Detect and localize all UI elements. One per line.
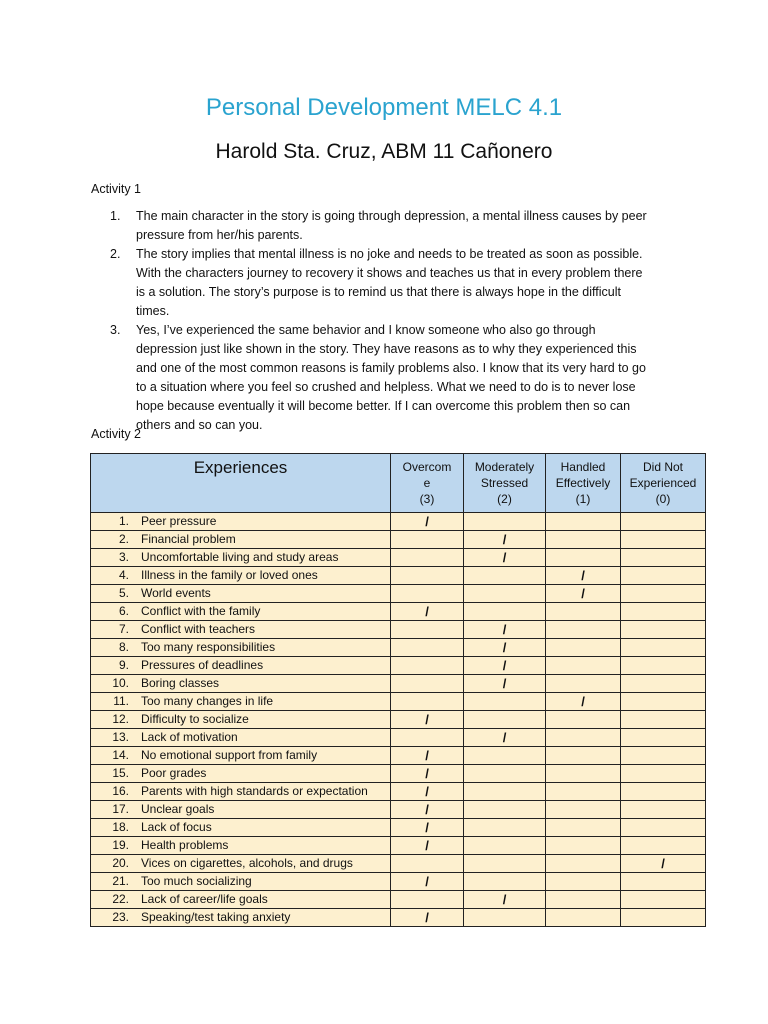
document-title: Personal Development MELC 4.1 <box>205 94 563 121</box>
experience-cell <box>91 837 391 855</box>
check-mark: / <box>425 712 429 727</box>
rating-cell-did-not-experience <box>621 819 706 837</box>
rating-cell-did-not-experience <box>621 765 706 783</box>
rating-cell-overcome <box>391 783 464 801</box>
experience-cell <box>91 711 391 729</box>
header-did-not-experience <box>621 454 706 513</box>
rating-cell-moderately-stressed <box>464 783 546 801</box>
check-mark: / <box>425 910 429 925</box>
rating-cell-did-not-experience <box>621 513 706 531</box>
table-row <box>91 747 706 765</box>
check-mark: / <box>502 730 507 745</box>
experience-cell <box>91 765 391 783</box>
rating-cell-handled-effectively <box>546 675 621 693</box>
rating-cell-handled-effectively <box>546 819 621 837</box>
rating-cell-moderately-stressed <box>464 801 546 819</box>
row-number: 19. <box>112 838 129 852</box>
rating-cell-moderately-stressed <box>464 711 546 729</box>
rating-cell-did-not-experience <box>621 567 706 585</box>
table-row <box>91 729 706 747</box>
rating-cell-moderately-stressed <box>464 513 546 531</box>
experience-label: Uncomfortable living and study areas <box>141 550 339 564</box>
row-number: 12. <box>112 712 129 726</box>
row-number: 15. <box>112 766 129 780</box>
table-row <box>91 657 706 675</box>
header-line: (2) <box>497 492 512 506</box>
check-mark: / <box>581 586 585 601</box>
rating-cell-did-not-experience <box>621 747 706 765</box>
rating-cell-did-not-experience <box>621 621 706 639</box>
rating-cell-overcome <box>391 909 464 927</box>
header-line: Handled <box>560 460 606 474</box>
rating-cell-handled-effectively <box>546 855 621 873</box>
row-number: 2. <box>118 532 129 546</box>
table-row <box>91 531 706 549</box>
rating-cell-handled-effectively <box>546 567 621 585</box>
rating-cell-did-not-experience <box>621 891 706 909</box>
experience-cell <box>91 531 391 549</box>
rating-cell-overcome <box>391 765 464 783</box>
rating-cell-overcome <box>391 675 464 693</box>
rating-cell-overcome <box>391 891 464 909</box>
rating-cell-moderately-stressed <box>464 909 546 927</box>
rating-cell-handled-effectively <box>546 783 621 801</box>
rating-cell-moderately-stressed <box>464 891 546 909</box>
header-line: (3) <box>419 492 435 506</box>
check-mark: / <box>425 820 429 835</box>
table-row <box>91 837 706 855</box>
rating-cell-handled-effectively <box>546 873 621 891</box>
row-number: 1. <box>118 514 129 528</box>
experience-cell <box>91 675 391 693</box>
check-mark: / <box>425 838 429 853</box>
header-line: Effectively <box>555 476 611 490</box>
header-line: (0) <box>655 492 671 506</box>
rating-cell-moderately-stressed <box>464 567 546 585</box>
experience-label: Too many responsibilities <box>141 640 276 654</box>
table-row <box>91 675 706 693</box>
experience-label: Boring classes <box>141 676 220 690</box>
check-mark: / <box>502 640 507 655</box>
row-number: 5. <box>118 586 129 600</box>
table-row <box>91 711 706 729</box>
activity1-heading: Activity 1 <box>91 182 142 196</box>
row-number: 8. <box>118 640 129 654</box>
rating-cell-did-not-experience <box>621 909 706 927</box>
rating-cell-handled-effectively <box>546 621 621 639</box>
experience-label: Lack of focus <box>141 820 212 834</box>
rating-cell-did-not-experience <box>621 801 706 819</box>
experience-cell <box>91 657 391 675</box>
rating-cell-overcome <box>391 873 464 891</box>
rating-cell-did-not-experience <box>621 549 706 567</box>
row-number: 22. <box>112 892 129 906</box>
rating-cell-did-not-experience <box>621 873 706 891</box>
header-line: Stressed <box>480 476 529 490</box>
check-mark: / <box>425 874 429 889</box>
rating-cell-handled-effectively <box>546 585 621 603</box>
rating-cell-overcome <box>391 603 464 621</box>
row-number: 11. <box>113 694 129 708</box>
experience-label: Speaking/test taking anxiety <box>141 910 291 924</box>
rating-cell-overcome <box>391 639 464 657</box>
row-number: 16. <box>112 784 129 798</box>
rating-cell-handled-effectively <box>546 891 621 909</box>
table-row <box>91 639 706 657</box>
experience-cell <box>91 819 391 837</box>
answer-number: 2. <box>110 247 121 261</box>
answer-number: 3. <box>110 323 121 337</box>
check-mark: / <box>502 658 507 673</box>
check-mark: / <box>581 694 585 709</box>
document-subtitle: Harold Sta. Cruz, ABM 11 Cañonero <box>215 140 553 163</box>
rating-cell-overcome <box>391 711 464 729</box>
rating-cell-moderately-stressed <box>464 747 546 765</box>
answer-text: Yes, I’ve experienced the same behavior and I know someone who also go through depression just like shown in the story. They have reasons as to why they experienced this and one of the most common reasons is family problems also. I know that its very hard to go to a situation where you feel so crushed and helpless. What we need to do is to never lose hope because eventually it will become better. If I can overcome this problem then so can others and so can you. <box>136 323 646 432</box>
rating-cell-moderately-stressed <box>464 855 546 873</box>
rating-cell-overcome <box>391 531 464 549</box>
rating-cell-did-not-experience <box>621 585 706 603</box>
experience-label: Unclear goals <box>141 802 215 816</box>
experience-label: Lack of career/life goals <box>141 892 268 906</box>
experience-cell <box>91 513 391 531</box>
rating-cell-did-not-experience <box>621 729 706 747</box>
rating-cell-overcome <box>391 549 464 567</box>
answer-item <box>110 245 650 321</box>
rating-cell-overcome <box>391 657 464 675</box>
rating-cell-handled-effectively <box>546 729 621 747</box>
answer-text: The story implies that mental illness is no joke and needs to be treated as soon as possible. With the characters journey to recovery it shows and teaches us that in every problem there is a solution. The story’s purpose is to remind us that there is always hope in the difficult times. <box>136 247 643 318</box>
row-number: 10. <box>112 676 129 690</box>
header-line: Did Not <box>642 460 683 474</box>
header-line: Experienced <box>629 476 697 490</box>
experience-cell <box>91 585 391 603</box>
rating-cell-moderately-stressed <box>464 837 546 855</box>
rating-cell-did-not-experience <box>621 855 706 873</box>
check-mark: / <box>661 856 665 871</box>
rating-cell-overcome <box>391 747 464 765</box>
experience-label: Illness in the family or loved ones <box>141 568 318 582</box>
table-row <box>91 891 706 909</box>
row-number: 20. <box>112 856 129 870</box>
experience-label: Financial problem <box>141 532 236 546</box>
table-row <box>91 765 706 783</box>
answer-item <box>110 321 650 435</box>
experience-label: Too many changes in life <box>141 694 274 708</box>
row-number: 14. <box>112 748 129 762</box>
table-row <box>91 549 706 567</box>
rating-cell-overcome <box>391 837 464 855</box>
experience-cell <box>91 783 391 801</box>
rating-cell-moderately-stressed <box>464 549 546 567</box>
answer-list <box>110 207 650 435</box>
experience-label: Vices on cigarettes, alcohols, and drugs <box>141 856 353 870</box>
table-row <box>91 873 706 891</box>
rating-cell-did-not-experience <box>621 783 706 801</box>
rating-cell-moderately-stressed <box>464 639 546 657</box>
row-number: 4. <box>118 568 129 582</box>
rating-cell-did-not-experience <box>621 837 706 855</box>
rating-cell-moderately-stressed <box>464 531 546 549</box>
check-mark: / <box>502 622 507 637</box>
row-number: 9. <box>118 658 129 672</box>
table-row <box>91 513 706 531</box>
experience-label: Poor grades <box>141 766 207 780</box>
rating-cell-handled-effectively <box>546 909 621 927</box>
answer-text: The main character in the story is going through depression, a mental illness causes by peer pressure from her/his parents. <box>136 209 647 242</box>
table-row <box>91 693 706 711</box>
rating-cell-handled-effectively <box>546 549 621 567</box>
rating-cell-overcome <box>391 513 464 531</box>
experience-label: Too much socializing <box>141 874 252 888</box>
rating-cell-handled-effectively <box>546 765 621 783</box>
header-line: Moderately <box>474 460 535 474</box>
experience-cell <box>91 873 391 891</box>
row-number: 6. <box>118 604 129 618</box>
rating-cell-did-not-experience <box>621 657 706 675</box>
experience-label: Difficulty to socialize <box>141 712 249 726</box>
table-row <box>91 819 706 837</box>
table-row <box>91 855 706 873</box>
rating-cell-moderately-stressed <box>464 765 546 783</box>
header-line: (1) <box>575 492 591 506</box>
activity2-heading: Activity 2 <box>91 427 142 441</box>
experience-label: Lack of motivation <box>141 730 238 744</box>
rating-cell-moderately-stressed <box>464 585 546 603</box>
rating-cell-moderately-stressed <box>464 693 546 711</box>
check-mark: / <box>425 802 429 817</box>
experiences-table <box>90 453 706 927</box>
rating-cell-handled-effectively <box>546 801 621 819</box>
rating-cell-overcome <box>391 585 464 603</box>
check-mark: / <box>425 766 429 781</box>
rating-cell-moderately-stressed <box>464 819 546 837</box>
experience-label: Conflict with teachers <box>141 622 256 636</box>
experience-label: Health problems <box>141 838 229 852</box>
rating-cell-moderately-stressed <box>464 675 546 693</box>
rating-cell-handled-effectively <box>546 531 621 549</box>
header-moderately-stressed <box>464 454 546 513</box>
rating-cell-handled-effectively <box>546 603 621 621</box>
rating-cell-did-not-experience <box>621 639 706 657</box>
rating-cell-handled-effectively <box>546 747 621 765</box>
rating-cell-did-not-experience <box>621 693 706 711</box>
header-handled-effectively <box>546 454 621 513</box>
answer-item <box>110 207 650 245</box>
answer-number: 1. <box>110 209 121 223</box>
table-row <box>91 603 706 621</box>
rating-cell-did-not-experience <box>621 711 706 729</box>
rating-cell-moderately-stressed <box>464 873 546 891</box>
experience-cell <box>91 855 391 873</box>
experience-label: Conflict with the family <box>141 604 261 618</box>
experience-cell <box>91 909 391 927</box>
row-number: 7. <box>118 622 129 636</box>
check-mark: / <box>425 514 429 529</box>
rating-cell-handled-effectively <box>546 837 621 855</box>
rating-cell-overcome <box>391 693 464 711</box>
rating-cell-overcome <box>391 801 464 819</box>
header-line: Overcom <box>402 460 452 474</box>
table-row <box>91 801 706 819</box>
table-row <box>91 783 706 801</box>
check-mark: / <box>581 568 585 583</box>
row-number: 23. <box>112 910 129 924</box>
row-number: 18. <box>112 820 129 834</box>
rating-cell-overcome <box>391 819 464 837</box>
rating-cell-did-not-experience <box>621 675 706 693</box>
table-header-row <box>91 454 706 513</box>
check-mark: / <box>425 604 429 619</box>
rating-cell-handled-effectively <box>546 639 621 657</box>
rating-cell-overcome <box>391 729 464 747</box>
experience-cell <box>91 891 391 909</box>
experience-cell <box>91 639 391 657</box>
experience-label: No emotional support from family <box>141 748 318 762</box>
header-line: Experiences <box>193 458 288 477</box>
table-body <box>91 513 706 927</box>
experience-cell <box>91 549 391 567</box>
rating-cell-overcome <box>391 621 464 639</box>
table-row <box>91 585 706 603</box>
row-number: 13. <box>112 730 129 744</box>
experience-cell <box>91 603 391 621</box>
rating-cell-did-not-experience <box>621 603 706 621</box>
rating-cell-handled-effectively <box>546 513 621 531</box>
experience-cell <box>91 801 391 819</box>
rating-cell-handled-effectively <box>546 693 621 711</box>
check-mark: / <box>502 550 507 565</box>
rating-cell-did-not-experience <box>621 531 706 549</box>
experience-cell <box>91 621 391 639</box>
row-number: 3. <box>118 550 129 564</box>
experience-cell <box>91 747 391 765</box>
experience-label: Pressures of deadlines <box>141 658 264 672</box>
experience-label: Parents with high standards or expectation <box>141 784 368 798</box>
table-row <box>91 621 706 639</box>
table-row <box>91 909 706 927</box>
experience-cell <box>91 729 391 747</box>
rating-cell-handled-effectively <box>546 711 621 729</box>
rating-cell-overcome <box>391 855 464 873</box>
rating-cell-moderately-stressed <box>464 603 546 621</box>
rating-cell-moderately-stressed <box>464 621 546 639</box>
check-mark: / <box>425 784 429 799</box>
check-mark: / <box>425 748 429 763</box>
rating-cell-handled-effectively <box>546 657 621 675</box>
experience-cell <box>91 693 391 711</box>
experience-label: Peer pressure <box>141 514 217 528</box>
header-experiences <box>91 454 391 513</box>
check-mark: / <box>502 676 507 691</box>
check-mark: / <box>502 532 507 547</box>
check-mark: / <box>502 892 507 907</box>
table-row <box>91 567 706 585</box>
row-number: 17. <box>112 802 129 816</box>
rating-cell-moderately-stressed <box>464 729 546 747</box>
header-line: e <box>423 476 431 490</box>
experience-label: World events <box>141 586 211 600</box>
row-number: 21. <box>112 874 129 888</box>
header-overcome <box>391 454 464 513</box>
rating-cell-overcome <box>391 567 464 585</box>
experience-cell <box>91 567 391 585</box>
rating-cell-moderately-stressed <box>464 657 546 675</box>
